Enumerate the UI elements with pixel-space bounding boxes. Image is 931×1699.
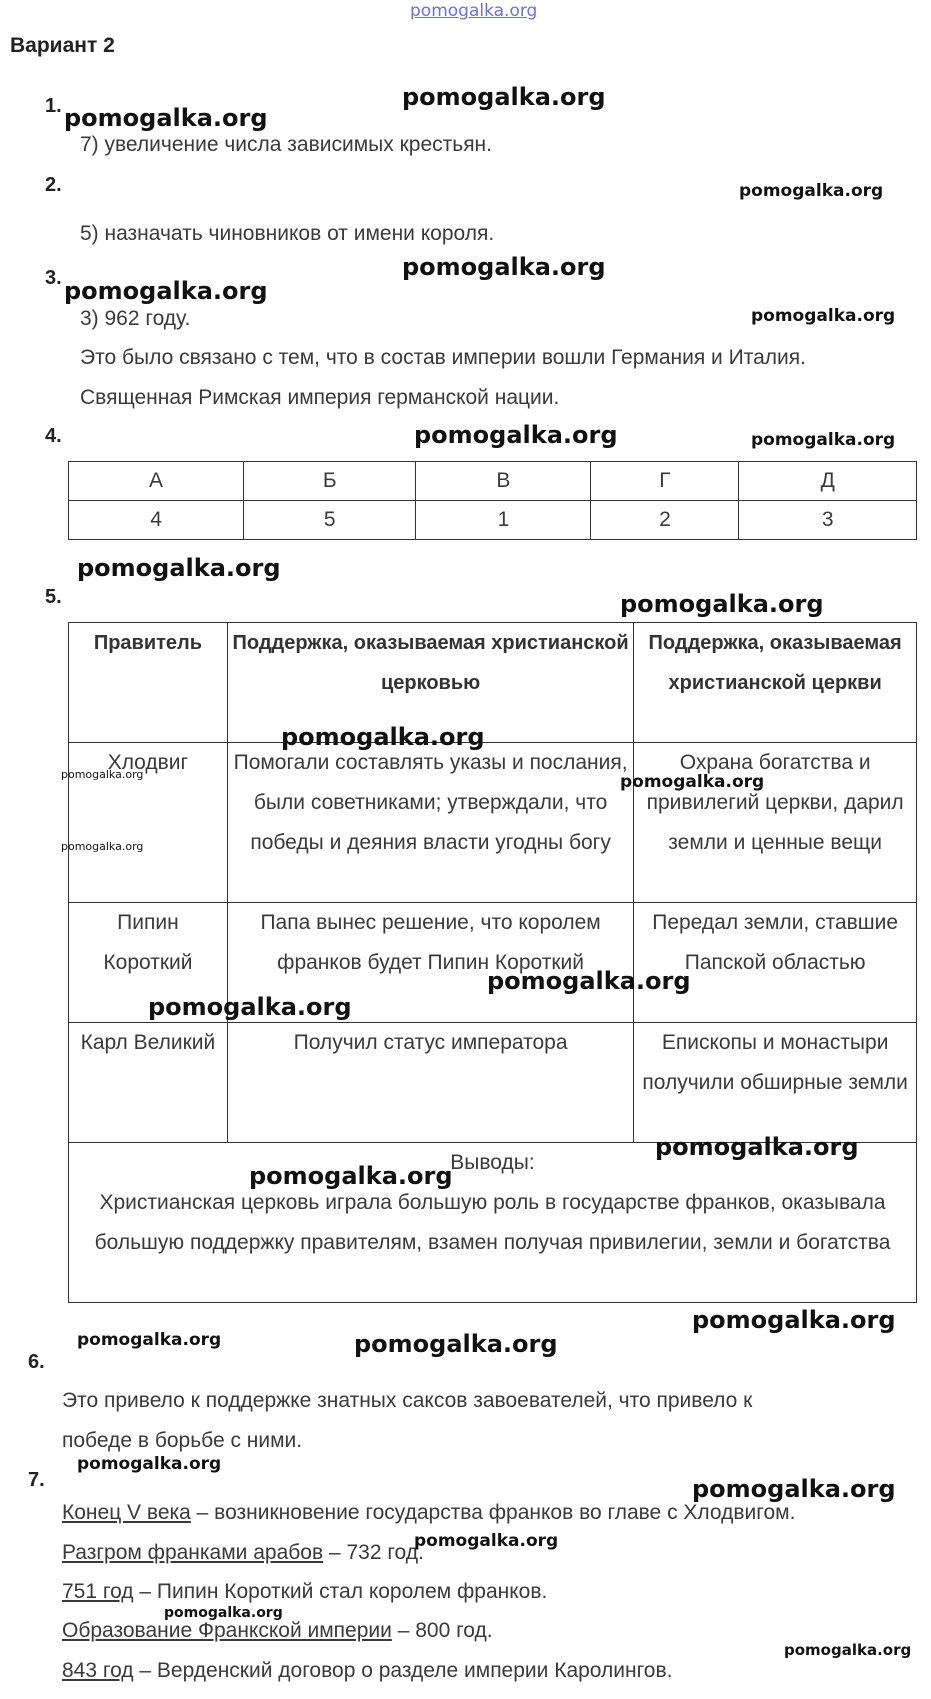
- watermark: pomogalka.org: [692, 1475, 896, 1503]
- watermark: pomogalka.org: [402, 83, 606, 111]
- q1-answer: 7) увеличение числа зависимых крестьян.: [80, 133, 492, 156]
- q7-date: Конец V века: [62, 1501, 191, 1524]
- q7-event-text: – Верденский договор о разделе империи Каролингов.: [133, 1659, 673, 1682]
- q3-number: 3.: [45, 267, 62, 289]
- q7-event-text: – 800 год.: [391, 1619, 493, 1642]
- q2-answer: 5) назначать чиновников от имени короля.: [80, 222, 495, 245]
- table-row: [69, 1023, 917, 1143]
- watermark: pomogalka.org: [249, 1162, 453, 1190]
- watermark: pomogalka.org: [655, 1133, 859, 1161]
- q7-event-text: – 732 год.: [323, 1541, 424, 1564]
- q5-conclusion-row: [69, 1143, 917, 1303]
- q2-number: 2.: [45, 174, 62, 196]
- watermark: pomogalka.org: [64, 104, 268, 132]
- q5-return-cell: Епископы и монастыри получили обширные земли: [634, 1023, 917, 1143]
- site-header-link[interactable]: pomogalka.org: [410, 1, 538, 21]
- q4-value-cell: 1: [416, 501, 591, 540]
- q4-value-row: [69, 501, 917, 540]
- watermark: pomogalka.org: [487, 967, 691, 995]
- q5-support-cell: Получил статус императора: [227, 1023, 633, 1143]
- q1-number: 1.: [45, 95, 62, 117]
- q4-value-cell: 2: [591, 501, 739, 540]
- watermark: pomogalka.org: [164, 1605, 283, 1621]
- watermark: pomogalka.org: [620, 590, 824, 618]
- q5-header-support-to-church: Поддержка, оказываемая христианской церкви: [634, 623, 917, 743]
- q7-event-text: – Пипин Короткий стал королем франков.: [133, 1580, 548, 1603]
- q6-answer-line2: победе в борьбе с ними.: [62, 1429, 303, 1452]
- q4-header-row: [69, 462, 917, 501]
- q7-event-text: – возникновение государства франков во главе с Хлодвигом.: [190, 1501, 796, 1524]
- q5-table: [68, 622, 917, 1303]
- q4-value-cell: 3: [739, 501, 917, 540]
- q4-number: 4.: [45, 425, 62, 447]
- watermark: pomogalka.org: [148, 993, 352, 1021]
- list-item: [62, 1580, 547, 1604]
- q5-conclusion-text: Христианская церковь играла большую роль в государстве франков, оказывала большую поддержку правителям, взамен получая привилегии, земли и богатства: [94, 1191, 891, 1254]
- watermark: pomogalka.org: [414, 1531, 559, 1551]
- watermark: pomogalka.org: [77, 1330, 222, 1350]
- q6-answer-line1: Это привело к поддержке знатных саксов завоевателей, что привело к: [62, 1389, 753, 1412]
- q7-date: 843 год: [62, 1659, 134, 1682]
- q4-header-cell: Б: [244, 462, 416, 501]
- q7-date: Образование Франкской империи: [62, 1619, 392, 1642]
- q5-conclusion-title: Выводы:: [450, 1151, 535, 1174]
- q5-support-cell: Папа вынес решение, что королем франков будет Пипин Короткий: [227, 903, 633, 1023]
- page-title: Вариант 2: [10, 34, 115, 57]
- watermark: pomogalka.org: [739, 181, 884, 201]
- watermark: pomogalka.org: [61, 840, 144, 853]
- q4-header-cell: Г: [591, 462, 739, 501]
- watermark: pomogalka.org: [77, 554, 281, 582]
- q4-value-cell: 4: [69, 501, 244, 540]
- list-item: [62, 1541, 424, 1565]
- q4-header-cell: А: [69, 462, 244, 501]
- q7-number: 7.: [28, 1469, 45, 1491]
- q5-ruler-cell: Карл Великий: [69, 1023, 228, 1143]
- watermark: pomogalka.org: [692, 1306, 896, 1334]
- q5-header-support-by-church: Поддержка, оказываемая христианской церковью: [227, 623, 633, 743]
- watermark: pomogalka.org: [784, 1641, 912, 1659]
- list-item: [62, 1619, 493, 1643]
- q3-empire-name: Священная Римская империя германской нации.: [80, 386, 560, 409]
- q5-conclusion-cell: [69, 1143, 917, 1303]
- q5-number: 5.: [45, 586, 62, 608]
- q4-table: [68, 461, 917, 540]
- q5-ruler-cell: Пипин Короткий: [69, 903, 228, 1023]
- watermark: pomogalka.org: [751, 306, 896, 326]
- q5-ruler-cell: Хлодвиг: [69, 743, 228, 903]
- q5-header-ruler: Правитель: [69, 623, 228, 743]
- list-item: [62, 1501, 795, 1525]
- list-item: [62, 1659, 672, 1683]
- q7-date: 751 год: [62, 1580, 134, 1603]
- q6-number: 6.: [28, 1351, 45, 1373]
- q4-value-cell: 5: [244, 501, 416, 540]
- q4-header-cell: Д: [739, 462, 917, 501]
- watermark: pomogalka.org: [61, 768, 144, 781]
- q3-explanation: Это было связано с тем, что в состав империи вошли Германия и Италия.: [80, 346, 806, 369]
- q5-support-cell: Помогали составлять указы и послания, были советниками; утверждали, что победы и деяния власти угодны богу: [227, 743, 633, 903]
- q5-return-cell: Передал земли, ставшие Папской областью: [634, 903, 917, 1023]
- table-row: [69, 743, 917, 903]
- q7-date: Разгром франками арабов: [62, 1541, 324, 1564]
- watermark: pomogalka.org: [402, 253, 606, 281]
- watermark: pomogalka.org: [354, 1330, 558, 1358]
- q3-answer: 3) 962 году.: [80, 307, 191, 330]
- watermark: pomogalka.org: [414, 421, 618, 449]
- q4-header-cell: В: [416, 462, 591, 501]
- watermark: pomogalka.org: [77, 1454, 222, 1474]
- watermark: pomogalka.org: [620, 772, 765, 792]
- watermark: pomogalka.org: [64, 277, 268, 305]
- q5-return-cell: Охрана богатства и привилегий церкви, дарил земли и ценные вещи: [634, 743, 917, 903]
- watermark: pomogalka.org: [281, 723, 485, 751]
- q5-header-row: [69, 623, 917, 743]
- watermark: pomogalka.org: [751, 430, 896, 450]
